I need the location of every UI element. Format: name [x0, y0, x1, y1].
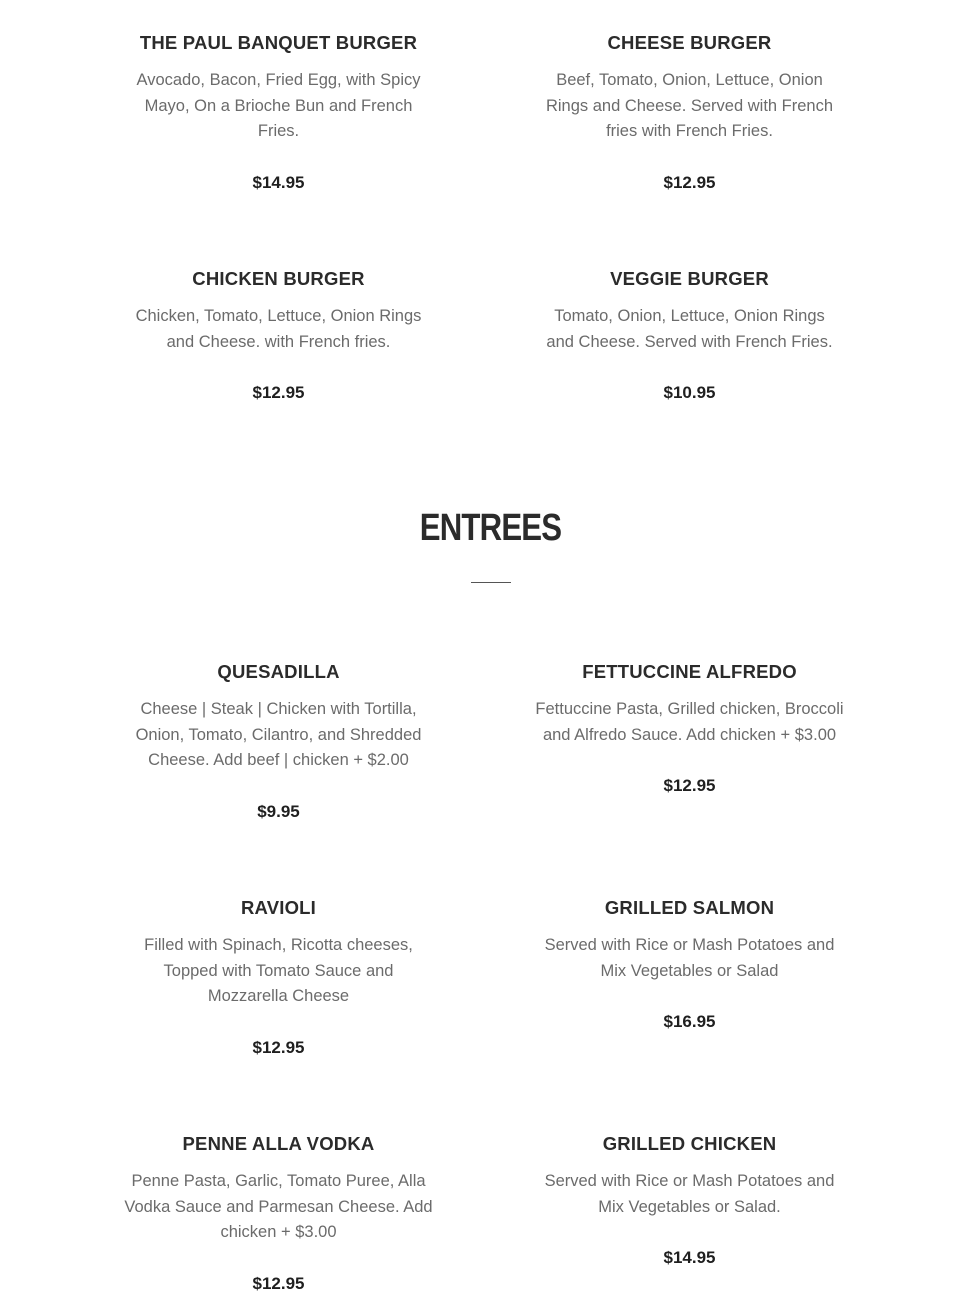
item-name: PENNE ALLA VODKA: [182, 1133, 375, 1154]
menu-item-chicken-burger: [128, 268, 429, 404]
menu-item-fettuccine-alfredo: [534, 661, 845, 797]
item-name: CHICKEN BURGER: [192, 268, 365, 289]
item-name: GRILLED CHICKEN: [602, 1133, 777, 1154]
menu-item-cheese-burger: [539, 32, 840, 194]
item-description: Avocado, Bacon, Fried Egg, with Spicy Mayo, On a Brioche Bun and French Fries.: [136, 71, 421, 141]
item-name: CHEESE BURGER: [607, 32, 772, 53]
item-description: Fettuccine Pasta, Grilled chicken, Broccoli and Alfredo Sauce. Add chicken + $3.00: [535, 700, 844, 744]
item-price: $12.95: [663, 776, 716, 796]
item-name: FETTUCCINE ALFREDO: [582, 661, 797, 682]
menu-item-ravioli: [128, 897, 429, 1059]
item-name: QUESADILLA: [217, 661, 340, 682]
item-price: $16.95: [663, 1012, 716, 1032]
item-price: $14.95: [252, 172, 305, 192]
item-price: $12.95: [252, 383, 305, 403]
section-title-entrees: ENTREES: [419, 507, 562, 549]
item-description: Beef, Tomato, Onion, Lettuce, Onion Rings and Cheese. Served with French fries with French Fries.: [545, 71, 834, 141]
menu-item-grilled-chicken: [539, 1133, 840, 1269]
menu-item-paul-banquet-burger: [128, 32, 429, 194]
menu-item-veggie-burger: [539, 268, 840, 404]
item-name: THE PAUL BANQUET BURGER: [139, 32, 418, 53]
item-description: Chicken, Tomato, Lettuce, Onion Rings and Cheese. with French fries.: [135, 307, 422, 351]
item-name: GRILLED SALMON: [604, 897, 775, 918]
item-price: $12.95: [663, 172, 716, 192]
item-price: $9.95: [257, 801, 300, 821]
item-description: Served with Rice or Mash Potatoes and Mix Vegetables or Salad: [544, 936, 835, 980]
item-name: RAVIOLI: [240, 897, 317, 918]
item-price: $10.95: [663, 383, 716, 403]
item-description: Cheese | Steak | Chicken with Tortilla, Onion, Tomato, Cilantro, and Shredded Cheese. Add beef | chicken + $2.00: [135, 700, 422, 770]
item-description: Filled with Spinach, Ricotta cheeses, Topped with Tomato Sauce and Mozzarella Cheese: [144, 936, 413, 1006]
section-divider: [471, 582, 511, 583]
menu-item-grilled-salmon: [539, 897, 840, 1033]
item-name: VEGGIE BURGER: [610, 268, 769, 289]
item-description: Penne Pasta, Garlic, Tomato Puree, Alla Vodka Sauce and Parmesan Cheese. Add chicken + $3.00: [124, 1172, 433, 1242]
item-price: $12.95: [252, 1273, 305, 1293]
item-description: Tomato, Onion, Lettuce, Onion Rings and Cheese. Served with French Fries.: [546, 307, 833, 351]
item-price: $14.95: [663, 1248, 716, 1268]
item-description: Served with Rice or Mash Potatoes and Mix Vegetables or Salad.: [544, 1172, 835, 1216]
menu-item-penne-alla-vodka: [124, 1133, 433, 1295]
item-price: $12.95: [252, 1037, 305, 1057]
menu-item-quesadilla: [128, 661, 429, 823]
